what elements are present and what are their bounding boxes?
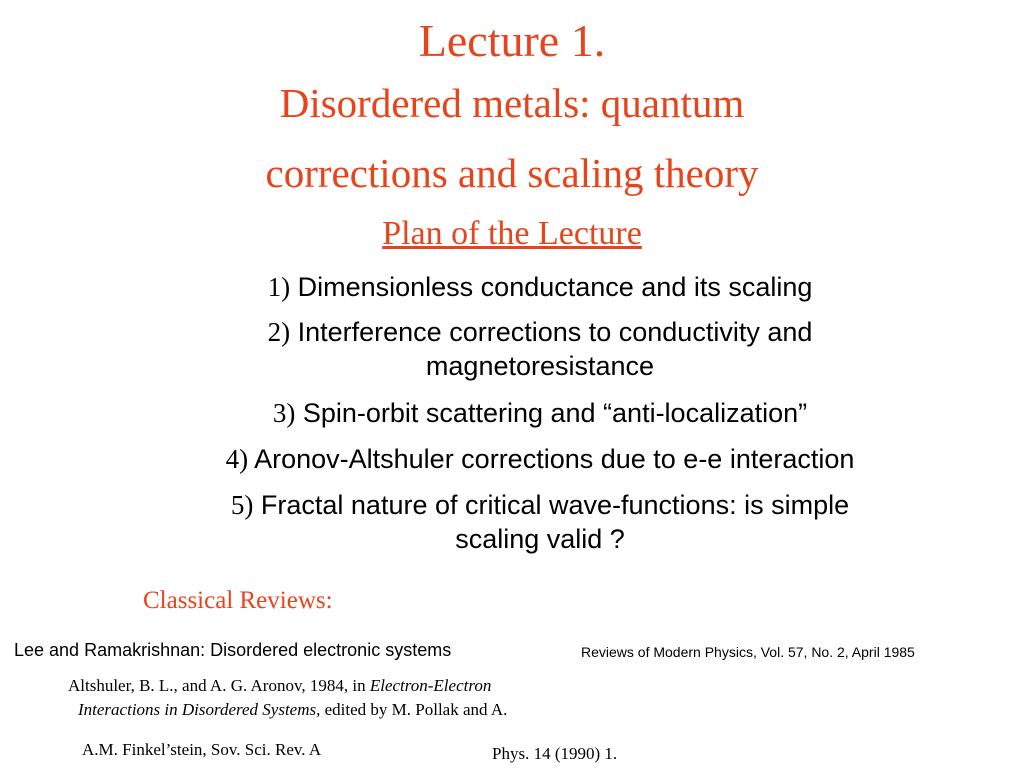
ref-finkelstein-authors: A.M. Finkel’stein, Sov. Sci. Rev. A	[82, 740, 322, 759]
plan-item-number: 4)	[225, 444, 249, 474]
plan-item-text-continued: magnetoresistance	[425, 351, 655, 381]
slide-subtitle-line2: corrections and scaling theory	[265, 150, 759, 196]
plan-item-number: 5)	[230, 490, 254, 520]
ref-altshuler-book-title: Electron-Electron	[369, 676, 492, 695]
plan-item-number: 2)	[267, 317, 291, 347]
plan-item-number: 3)	[272, 398, 296, 428]
ref-finkelstein-journal: Phys. 14 (1990) 1.	[492, 744, 618, 763]
plan-item-text: Aronov-Altshuler corrections due to e-e interaction	[254, 444, 855, 474]
ref-lee-journal: Reviews of Modern Physics, Vol. 57, No. 2, April 1985	[581, 644, 915, 660]
plan-item-text: Fractal nature of critical wave-functions: is simple	[260, 490, 850, 520]
slide-title: Lecture 1.	[418, 15, 606, 66]
plan-item-text: Spin-orbit scattering and “anti-localization”	[302, 398, 808, 428]
plan-heading: Plan of the Lecture	[382, 215, 642, 252]
slide-subtitle-line1: Disordered metals: quantum	[279, 80, 745, 126]
ref-altshuler-line2	[78, 700, 507, 720]
plan-item-4	[110, 442, 970, 476]
plan-item-text-continued: scaling valid ?	[455, 524, 625, 554]
plan-item-1	[110, 270, 970, 304]
plan-item-text: Interference corrections to conductivity and	[297, 317, 813, 347]
ref-altshuler-line1	[68, 676, 491, 696]
plan-item-number: 1)	[267, 272, 291, 302]
ref-lee-authors: Lee and Ramakrishnan: Disordered electronic systems	[14, 640, 452, 660]
reviews-label: Classical Reviews:	[143, 587, 333, 614]
ref-altshuler-book-title-continued: Interactions in Disordered Systems,	[78, 700, 321, 719]
plan-item-5	[110, 488, 970, 556]
plan-item-3	[110, 396, 970, 430]
plan-item-2	[110, 315, 970, 383]
ref-altshuler-editors: edited by M. Pollak and A.	[320, 700, 508, 719]
plan-item-text: Dimensionless conductance and its scaling	[297, 272, 813, 302]
ref-altshuler-text: Altshuler, B. L., and A. G. Aronov, 1984, in	[68, 676, 370, 695]
